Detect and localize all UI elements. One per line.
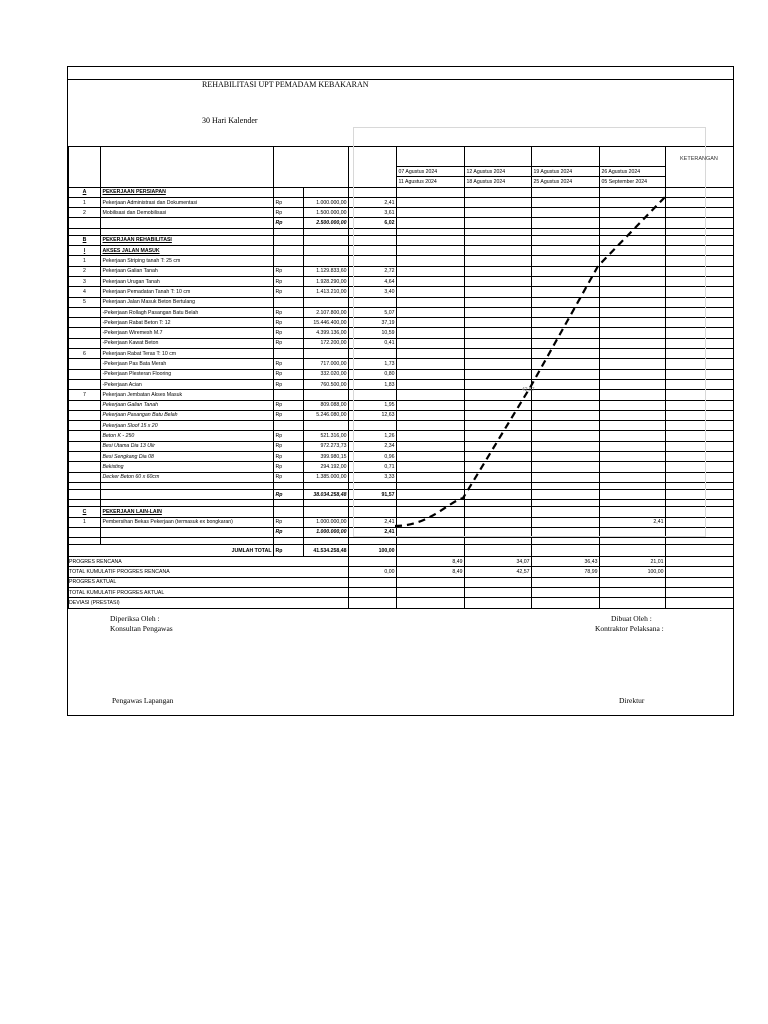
item-amount: 38.034.258,48 bbox=[304, 489, 349, 499]
progress-start bbox=[349, 577, 397, 587]
currency-label: Rp bbox=[274, 328, 304, 338]
item-description: PEKERJAAN REHABILITASI bbox=[101, 235, 274, 245]
currency-label: Rp bbox=[274, 318, 304, 328]
currency-label bbox=[274, 235, 304, 245]
item-weight: 2,41 bbox=[349, 527, 397, 537]
currency-label: Rp bbox=[274, 359, 304, 369]
item-number: 7 bbox=[69, 390, 101, 400]
item-description: Beton K - 250 bbox=[101, 431, 274, 441]
item-description: -Pekerjaan Kawat Beton bbox=[101, 338, 274, 348]
item-description bbox=[101, 228, 274, 235]
currency-label: Rp bbox=[274, 517, 304, 527]
item-description: -Pekerjaan Rollagh Pasangan Batu Belah bbox=[101, 307, 274, 317]
progress-week-value bbox=[397, 598, 465, 608]
item-amount bbox=[304, 187, 349, 197]
item-number: 2 bbox=[69, 266, 101, 276]
currency-label: Rp bbox=[274, 208, 304, 218]
currency-label bbox=[274, 297, 304, 307]
item-description: Pekerjaan Urugan Tanah bbox=[101, 276, 274, 286]
item-number bbox=[69, 462, 101, 472]
item-description: -Pekerjaan Pas Bata Merah bbox=[101, 359, 274, 369]
item-description: Pekerjaan Jalan Masuk Beton Bertulang bbox=[101, 297, 274, 307]
item-amount: 972.273,73 bbox=[304, 441, 349, 451]
week-cell bbox=[465, 545, 532, 557]
item-number bbox=[69, 318, 101, 328]
item-number bbox=[69, 400, 101, 410]
currency-label: Rp bbox=[274, 410, 304, 420]
item-description bbox=[101, 482, 274, 489]
progress-label: PROGRES AKTUAL bbox=[69, 577, 349, 587]
item-amount: 717.000,00 bbox=[304, 359, 349, 369]
item-amount: 399.980,15 bbox=[304, 452, 349, 462]
item-weight: 10,59 bbox=[349, 328, 397, 338]
currency-label: Rp bbox=[274, 197, 304, 207]
item-description: Bekisting bbox=[101, 462, 274, 472]
item-amount bbox=[304, 349, 349, 359]
director-label: Direktur bbox=[619, 696, 645, 705]
progress-week-value bbox=[600, 587, 666, 597]
item-number bbox=[69, 482, 101, 489]
week-cell bbox=[532, 545, 600, 557]
item-number bbox=[69, 527, 101, 537]
item-amount bbox=[304, 297, 349, 307]
item-amount bbox=[304, 256, 349, 266]
item-amount: 2.500.000,00 bbox=[304, 218, 349, 228]
progress-start bbox=[349, 557, 397, 567]
item-amount: 1.385.000,00 bbox=[304, 472, 349, 482]
note-cell bbox=[666, 567, 734, 577]
item-weight: 3,40 bbox=[349, 287, 397, 297]
item-description: -Pekerjaan Acian bbox=[101, 379, 274, 389]
item-amount: 760.500,00 bbox=[304, 379, 349, 389]
item-number bbox=[69, 410, 101, 420]
item-amount: 1.000.000,00 bbox=[304, 517, 349, 527]
week-3-end: 25 Agustus 2024 bbox=[532, 177, 600, 187]
item-description: Mobilisasi dan Demobilisasi bbox=[101, 208, 274, 218]
consultant-label: Konsultan Pengawas bbox=[110, 624, 173, 633]
note-cell bbox=[666, 577, 734, 587]
progress-week-value: 8,49 bbox=[397, 567, 465, 577]
week-4-start: 26 Agustus 2024 bbox=[600, 167, 666, 177]
note-cell bbox=[666, 557, 734, 567]
progress-label: PROGRES RENCANA bbox=[69, 557, 349, 567]
item-description: PEKERJAAN LAIN-LAIN bbox=[101, 507, 274, 517]
progress-week-value bbox=[600, 577, 666, 587]
currency-label: Rp bbox=[274, 266, 304, 276]
week-cell bbox=[666, 545, 734, 557]
progress-start: 0,00 bbox=[349, 567, 397, 577]
week-cell: 2,41 bbox=[600, 517, 666, 527]
item-number: I bbox=[69, 246, 101, 256]
item-description: AKSES JALAN MASUK bbox=[101, 246, 274, 256]
progress-week-value: 100,00 bbox=[600, 567, 666, 577]
item-number: A bbox=[69, 187, 101, 197]
made-by-label: Dibuat Oleh : bbox=[611, 614, 652, 623]
week-cell bbox=[397, 545, 465, 557]
currency-label: Rp bbox=[274, 462, 304, 472]
week-1-end: 11 Agustus 2024 bbox=[397, 177, 465, 187]
currency-label bbox=[274, 256, 304, 266]
currency-label: Rp bbox=[274, 218, 304, 228]
week-cell bbox=[397, 538, 465, 545]
item-weight: 6,02 bbox=[349, 218, 397, 228]
item-description: Pembersihan Bekas Pekerjaan (termasuk ex bongkaran) bbox=[101, 517, 274, 527]
progress-week-value bbox=[532, 577, 600, 587]
s-curve-mid-label: 42,57 bbox=[522, 387, 535, 393]
item-description: Pekerjaan Sloof 15 x 20 bbox=[101, 421, 274, 431]
duration-label: 30 Hari Kalender bbox=[202, 116, 258, 125]
item-description bbox=[101, 527, 274, 537]
item-amount: 1.928.290,00 bbox=[304, 276, 349, 286]
currency-label bbox=[274, 228, 304, 235]
item-description: Pekerjaan Striping tanah T: 25 cm bbox=[101, 256, 274, 266]
item-weight: 0,80 bbox=[349, 369, 397, 379]
item-number bbox=[69, 431, 101, 441]
item-description: -Pekerjaan Rabat Beton T: 12 bbox=[101, 318, 274, 328]
item-amount bbox=[304, 482, 349, 489]
item-amount bbox=[304, 507, 349, 517]
currency-label: Rp bbox=[274, 489, 304, 499]
item-description: Pekerjaan Pemadatan Tanah T: 10 cm bbox=[101, 287, 274, 297]
currency-label: Rp bbox=[274, 441, 304, 451]
item-description: Besi Utama Dia 13 Ulir bbox=[101, 441, 274, 451]
currency-label bbox=[274, 246, 304, 256]
note-cell bbox=[666, 598, 734, 608]
item-row bbox=[69, 538, 734, 545]
item-amount bbox=[304, 390, 349, 400]
currency-label bbox=[274, 390, 304, 400]
item-description: Pekerjaan Administrasi dan Dokumentasi bbox=[101, 197, 274, 207]
item-amount: 2.107.800,00 bbox=[304, 307, 349, 317]
currency-label bbox=[274, 187, 304, 197]
item-weight: 0,71 bbox=[349, 462, 397, 472]
progress-week-value: 36,43 bbox=[532, 557, 600, 567]
keterangan-header: KETERANGAN bbox=[680, 156, 718, 162]
item-description: PEKERJAAN PERSIAPAN bbox=[101, 187, 274, 197]
currency-label: Rp bbox=[274, 369, 304, 379]
item-description: Pekerjaan Galian Tanah bbox=[101, 266, 274, 276]
contractor-label: Kontraktor Pelaksana : bbox=[595, 624, 664, 633]
item-description bbox=[101, 538, 274, 545]
project-title: REHABILITASI UPT PEMADAM KEBAKARAN bbox=[202, 80, 369, 89]
item-amount: 1.000.000,00 bbox=[304, 527, 349, 537]
progress-row bbox=[69, 598, 734, 608]
item-weight: 12,63 bbox=[349, 410, 397, 420]
item-amount: 332.020,00 bbox=[304, 369, 349, 379]
progress-week-value bbox=[600, 598, 666, 608]
week-1-start: 07 Agustus 2024 bbox=[397, 167, 465, 177]
item-number bbox=[69, 307, 101, 317]
currency-label: Rp bbox=[274, 287, 304, 297]
item-weight: 1,83 bbox=[349, 379, 397, 389]
item-description: Pekerjaan Rabat Teras T: 10 cm bbox=[101, 349, 274, 359]
grand-total-label: JUMLAH TOTAL bbox=[69, 545, 274, 557]
item-amount bbox=[304, 228, 349, 235]
progress-label: TOTAL KUMULATIF PROGRES AKTUAL bbox=[69, 587, 349, 597]
week-cell bbox=[465, 538, 532, 545]
item-weight: 1,73 bbox=[349, 359, 397, 369]
item-number bbox=[69, 328, 101, 338]
currency-label: Rp bbox=[274, 431, 304, 441]
item-number bbox=[69, 441, 101, 451]
item-amount bbox=[304, 235, 349, 245]
currency-label bbox=[274, 538, 304, 545]
item-weight: 5,07 bbox=[349, 307, 397, 317]
week-cell bbox=[532, 538, 600, 545]
currency-label bbox=[274, 482, 304, 489]
progress-week-value: 8,49 bbox=[397, 557, 465, 567]
currency-label bbox=[274, 349, 304, 359]
item-description: Pekerjaan Jembatan Akses Masuk bbox=[101, 390, 274, 400]
item-description bbox=[101, 489, 274, 499]
week-3-start: 19 Agustus 2024 bbox=[532, 167, 600, 177]
item-weight: 2,41 bbox=[349, 197, 397, 207]
progress-week-value: 21,01 bbox=[600, 557, 666, 567]
item-weight: 0,41 bbox=[349, 338, 397, 348]
item-number: 6 bbox=[69, 349, 101, 359]
week-2-start: 12 Agustus 2024 bbox=[465, 167, 532, 177]
item-amount bbox=[304, 500, 349, 507]
item-weight: 2,34 bbox=[349, 441, 397, 451]
item-description: Pekerjaan Galian Tanah bbox=[101, 400, 274, 410]
item-number bbox=[69, 218, 101, 228]
item-amount bbox=[304, 246, 349, 256]
item-weight: 2,72 bbox=[349, 266, 397, 276]
item-amount: 1.500.000,00 bbox=[304, 208, 349, 218]
item-number bbox=[69, 421, 101, 431]
progress-row bbox=[69, 557, 734, 567]
item-amount: 294.192,00 bbox=[304, 462, 349, 472]
week-cell bbox=[600, 538, 666, 545]
item-amount: 1.413.210,00 bbox=[304, 287, 349, 297]
item-number bbox=[69, 538, 101, 545]
item-number bbox=[69, 379, 101, 389]
progress-week-value bbox=[397, 577, 465, 587]
item-weight: 3,61 bbox=[349, 208, 397, 218]
item-number: B bbox=[69, 235, 101, 245]
item-number bbox=[69, 489, 101, 499]
item-number: C bbox=[69, 507, 101, 517]
currency-label: Rp bbox=[274, 527, 304, 537]
currency-label: Rp bbox=[274, 452, 304, 462]
item-weight: 37,19 bbox=[349, 318, 397, 328]
field-supervisor-label: Pengawas Lapangan bbox=[112, 696, 174, 705]
item-weight: 0,96 bbox=[349, 452, 397, 462]
currency-label bbox=[274, 421, 304, 431]
progress-start bbox=[349, 598, 397, 608]
progress-week-value bbox=[465, 577, 532, 587]
progress-row bbox=[69, 567, 734, 577]
note-cell bbox=[666, 587, 734, 597]
item-number: 5 bbox=[69, 297, 101, 307]
item-number bbox=[69, 228, 101, 235]
item-weight bbox=[349, 538, 397, 545]
grand-total-amount: 41.534.258,48 bbox=[304, 545, 349, 557]
item-description bbox=[101, 500, 274, 507]
item-number bbox=[69, 359, 101, 369]
item-number bbox=[69, 369, 101, 379]
item-amount: 1.000.000,00 bbox=[304, 197, 349, 207]
progress-label: TOTAL KUMULATIF PROGRES RENCANA bbox=[69, 567, 349, 577]
progress-start bbox=[349, 587, 397, 597]
progress-week-value: 78,99 bbox=[532, 567, 600, 577]
currency-label: Rp bbox=[274, 338, 304, 348]
item-number bbox=[69, 338, 101, 348]
progress-label: DEVIASI (PRESTASI) bbox=[69, 598, 349, 608]
item-amount: 15.446.400,00 bbox=[304, 318, 349, 328]
currency-label bbox=[274, 507, 304, 517]
item-number: 4 bbox=[69, 287, 101, 297]
item-amount bbox=[304, 538, 349, 545]
item-number: 2 bbox=[69, 208, 101, 218]
chart-frame bbox=[353, 127, 706, 537]
item-description: Pekerjaan Pasangan Batu Belah bbox=[101, 410, 274, 420]
item-number: 3 bbox=[69, 276, 101, 286]
progress-week-value bbox=[532, 587, 600, 597]
item-number: 1 bbox=[69, 517, 101, 527]
progress-week-value: 34,07 bbox=[465, 557, 532, 567]
item-amount: 1.129.833,60 bbox=[304, 266, 349, 276]
item-number: 1 bbox=[69, 256, 101, 266]
top-band bbox=[68, 67, 733, 80]
currency-label: Rp bbox=[274, 400, 304, 410]
item-amount: 172.200,00 bbox=[304, 338, 349, 348]
progress-week-value bbox=[532, 598, 600, 608]
item-weight: 4,64 bbox=[349, 276, 397, 286]
item-description: -Pekerjaan Wiremesh M.7 bbox=[101, 328, 274, 338]
item-number bbox=[69, 452, 101, 462]
currency-label: Rp bbox=[274, 379, 304, 389]
item-description: -Pekerjaan Plesteran Flooring bbox=[101, 369, 274, 379]
item-description: Besi Sengkang Dia 08 bbox=[101, 452, 274, 462]
progress-row bbox=[69, 587, 734, 597]
progress-week-value bbox=[397, 587, 465, 597]
item-number: 1 bbox=[69, 197, 101, 207]
item-number bbox=[69, 472, 101, 482]
progress-week-value bbox=[465, 598, 532, 608]
currency-label: Rp bbox=[274, 276, 304, 286]
progress-row bbox=[69, 577, 734, 587]
week-cell bbox=[600, 545, 666, 557]
item-amount: 809.088,00 bbox=[304, 400, 349, 410]
week-2-end: 18 Agustus 2024 bbox=[465, 177, 532, 187]
currency-label: Rp bbox=[274, 472, 304, 482]
currency-label: Rp bbox=[274, 307, 304, 317]
grand-total-currency: Rp bbox=[274, 545, 304, 557]
item-amount: 521.316,00 bbox=[304, 431, 349, 441]
grand-total-weight: 100,00 bbox=[349, 545, 397, 557]
item-number bbox=[69, 500, 101, 507]
item-weight: 91,57 bbox=[349, 489, 397, 499]
week-4-end: 05 September 2024 bbox=[600, 177, 666, 187]
item-weight: 1,26 bbox=[349, 431, 397, 441]
item-weight: 1,95 bbox=[349, 400, 397, 410]
progress-week-value: 42,57 bbox=[465, 567, 532, 577]
checked-by-label: Diperiksa Oleh : bbox=[110, 614, 160, 623]
progress-week-value bbox=[465, 587, 532, 597]
item-amount bbox=[304, 421, 349, 431]
currency-label bbox=[274, 500, 304, 507]
grand-total-row bbox=[69, 545, 734, 557]
item-amount: 5.246.080,00 bbox=[304, 410, 349, 420]
item-description: Decker Beton 60 x 60cm bbox=[101, 472, 274, 482]
item-weight: 3,33 bbox=[349, 472, 397, 482]
note-cell bbox=[666, 538, 734, 545]
item-weight: 2,41 bbox=[349, 517, 397, 527]
item-amount: 4.399.136,00 bbox=[304, 328, 349, 338]
item-description bbox=[101, 218, 274, 228]
